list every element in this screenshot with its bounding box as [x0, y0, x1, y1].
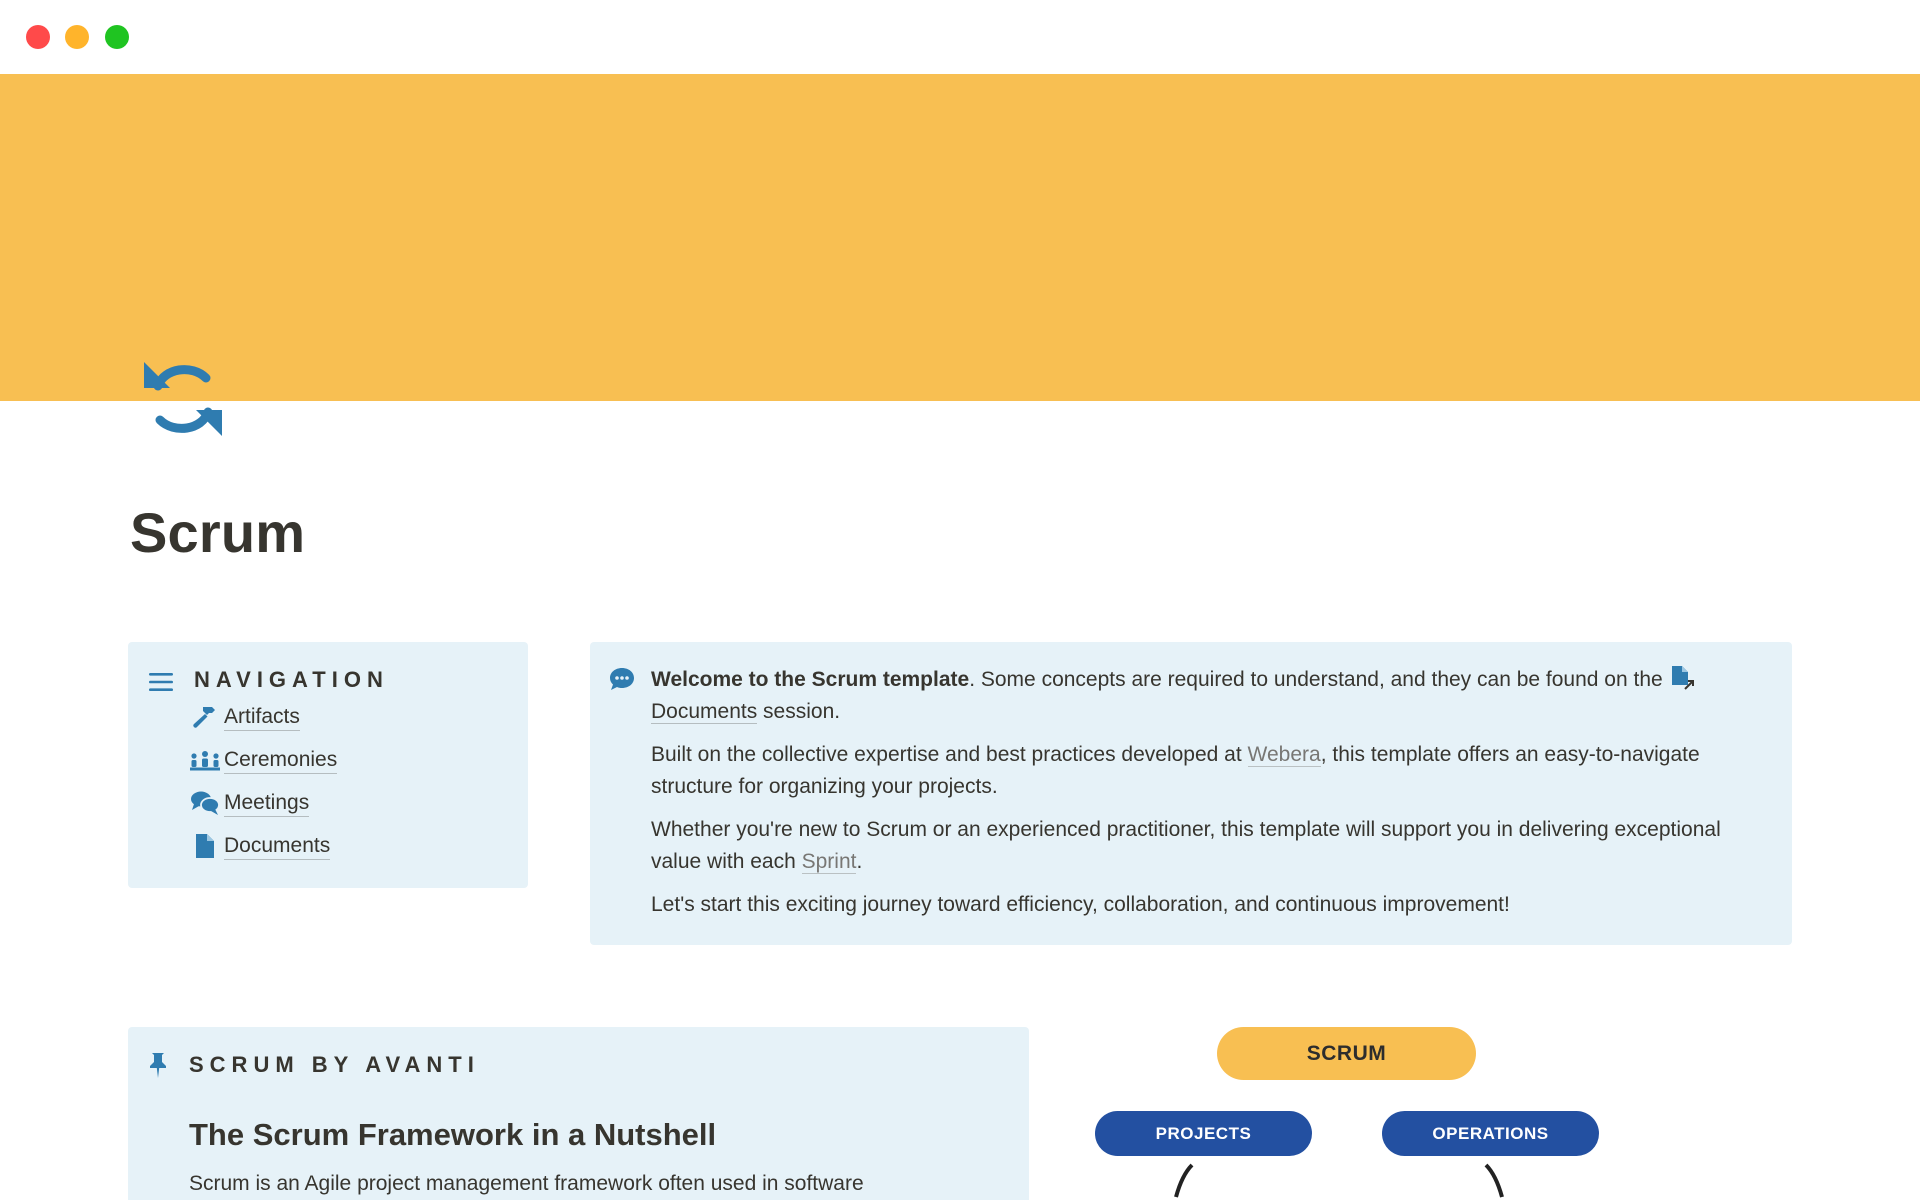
refresh-arrows-icon[interactable]: [140, 356, 226, 442]
diagram-projects-node: PROJECTS: [1095, 1111, 1312, 1156]
page-cover[interactable]: [0, 74, 1920, 401]
avanti-body-text: Scrum is an Agile project management framework often used in software: [189, 1172, 864, 1195]
pin-icon: [146, 1051, 170, 1079]
welcome-paragraph-4: Let's start this exciting journey toward efficiency, collaboration, and continuous improvement!: [651, 893, 1510, 916]
welcome-text-span: , this template offers an easy-to-navigate structure for organizing your projects.: [651, 743, 1700, 798]
nav-item-label: Documents: [224, 833, 330, 860]
maximize-window-button[interactable]: [105, 25, 129, 49]
nav-item-artifacts[interactable]: [190, 700, 300, 734]
nav-item-label: Artifacts: [224, 704, 300, 731]
nav-item-documents[interactable]: [190, 829, 330, 863]
nav-item-label: Meetings: [224, 790, 309, 817]
welcome-paragraph-3: [651, 814, 1771, 878]
avanti-title: SCRUM BY AVANTI: [189, 1052, 480, 1077]
welcome-text-span: Built on the collective expertise and best practices developed at: [651, 743, 1248, 766]
navigation-callout: [128, 642, 528, 888]
welcome-paragraph-2: [651, 739, 1771, 803]
welcome-bold-text: Welcome to the Scrum template: [651, 668, 970, 691]
welcome-paragraph-1: [651, 664, 1771, 728]
nav-item-meetings[interactable]: [190, 786, 309, 820]
close-window-button[interactable]: [26, 25, 50, 49]
documents-page-link[interactable]: Documents: [651, 700, 758, 723]
navigation-title: NAVIGATION: [194, 667, 389, 692]
document-icon: [190, 832, 220, 860]
nav-item-ceremonies[interactable]: [190, 743, 337, 777]
minimize-window-button[interactable]: [65, 25, 89, 49]
scrum-diagram: [1090, 1025, 1620, 1200]
diagram-scrum-node: SCRUM: [1217, 1027, 1476, 1080]
sprint-link[interactable]: Sprint: [801, 850, 857, 873]
document-link-icon[interactable]: [1669, 665, 1695, 691]
welcome-text: [651, 664, 1771, 932]
speech-bubble-icon: [609, 666, 635, 692]
window-titlebar: [0, 0, 1920, 74]
welcome-text-span: session.: [757, 700, 841, 723]
hammer-icon: [190, 703, 220, 731]
welcome-text-span: .: [856, 850, 863, 873]
chat-bubbles-icon: [190, 789, 220, 817]
welcome-callout: [590, 642, 1792, 945]
webera-link[interactable]: Webera: [1247, 743, 1321, 766]
scrum-by-avanti-callout: [128, 1027, 1029, 1200]
people-group-icon: [190, 746, 220, 774]
diagram-operations-node: OPERATIONS: [1382, 1111, 1599, 1156]
avanti-heading: The Scrum Framework in a Nutshell: [189, 1117, 717, 1152]
menu-icon: [148, 670, 174, 694]
page-title: Scrum: [130, 501, 306, 564]
nav-item-label: Ceremonies: [224, 747, 337, 774]
welcome-text-span: Whether you're new to Scrum or an experienced practitioner, this template will support you in delivering exceptional value with each: [651, 818, 1721, 873]
welcome-text-span: . Some concepts are required to understand, and they can be found on the: [969, 668, 1663, 691]
